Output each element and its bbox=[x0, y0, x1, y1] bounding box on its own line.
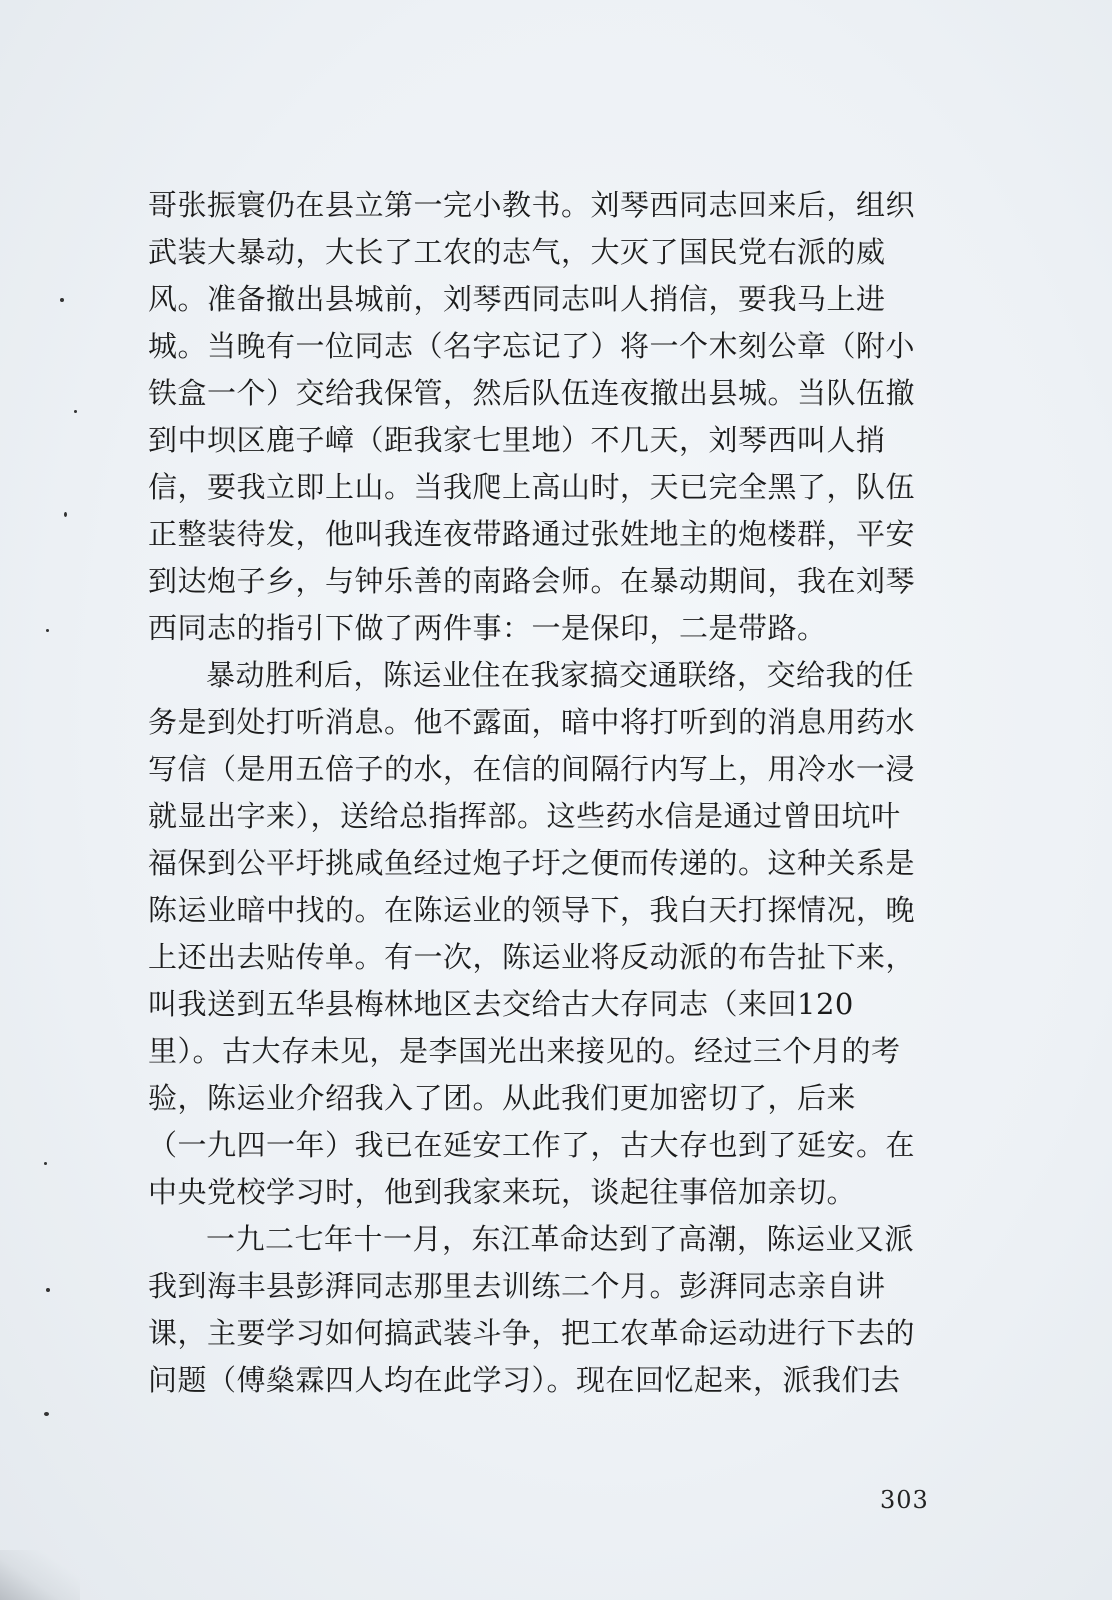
paragraph-start-line: 一九二七年十一月，东江革命达到了高潮，陈运业又派 bbox=[206, 1222, 915, 1256]
paragraph-start-line: 暴动胜利后，陈运业住在我家搞交通联络，交给我的任 bbox=[206, 658, 915, 692]
scan-speck bbox=[46, 1288, 50, 1292]
text-line: 铁盒一个）交给我保管，然后队伍连夜撤出县城。当队伍撤 bbox=[148, 376, 916, 410]
text-line: 问题（傅燊霖四人均在此学习）。现在回忆起来，派我们去 bbox=[148, 1363, 901, 1397]
text-line: 到达炮子乡，与钟乐善的南路会师。在暴动期间，我在刘琴 bbox=[148, 564, 916, 598]
text-line: 中央党校学习时，他到我家来玩，谈起往事倍加亲切。 bbox=[148, 1175, 857, 1209]
text-line: 务是到处打听消息。他不露面，暗中将打听到的消息用药水 bbox=[148, 705, 916, 739]
scan-speck bbox=[44, 1162, 47, 1165]
text-line: 到中坝区鹿子嶂（距我家七里地）不几天，刘琴西叫人捎 bbox=[148, 423, 886, 457]
text-line: 就显出字来），送给总指挥部。这些药水信是通过曾田坑叶 bbox=[148, 799, 901, 833]
body-text bbox=[148, 182, 1006, 1404]
scan-corner-shadow bbox=[0, 1550, 80, 1600]
text-line: 课，主要学习如何搞武装斗争，把工农革命运动进行下去的 bbox=[148, 1316, 916, 1350]
scan-speck bbox=[60, 298, 64, 302]
scan-speck bbox=[44, 1412, 49, 1416]
text-line: 验，陈运业介绍我入了团。从此我们更加密切了，后来 bbox=[148, 1081, 857, 1115]
text-line: 哥张振寰仍在县立第一完小教书。刘琴西同志回来后，组织 bbox=[148, 188, 916, 222]
text-line: （一九四一年）我已在延安工作了，古大存也到了延安。在 bbox=[148, 1128, 916, 1162]
text-line: 我到海丰县彭湃同志那里去训练二个月。彭湃同志亲自讲 bbox=[148, 1269, 886, 1303]
scan-speck bbox=[46, 629, 49, 632]
scan-speck bbox=[64, 512, 67, 517]
text-line: 武装大暴动，大长了工农的志气，大灭了国民党右派的威 bbox=[148, 235, 886, 269]
text-line: 福保到公平圩挑咸鱼经过炮子圩之便而传递的。这种关系是 bbox=[148, 846, 916, 880]
text-line: 风。准备撤出县城前，刘琴西同志叫人捎信，要我马上进 bbox=[148, 282, 886, 316]
scan-speck bbox=[74, 410, 77, 413]
text-line: 写信（是用五倍子的水，在信的间隔行内写上，用冷水一浸 bbox=[148, 752, 916, 786]
text-line: 城。当晚有一位同志（名字忘记了）将一个木刻公章（附小 bbox=[148, 329, 916, 363]
text-line: 陈运业暗中找的。在陈运业的领导下，我白天打探情况，晚 bbox=[148, 893, 916, 927]
text-line: 正整装待发，他叫我连夜带路通过张姓地主的炮楼群，平安 bbox=[148, 517, 916, 551]
page-number: 303 bbox=[880, 1486, 929, 1514]
text-line: 西同志的指引下做了两件事：一是保印，二是带路。 bbox=[148, 611, 827, 645]
text-line: 叫我送到五华县梅林地区去交给古大存同志（来回120 bbox=[148, 987, 854, 1021]
text-line: 信，要我立即上山。当我爬上高山时，天已完全黑了，队伍 bbox=[148, 470, 916, 504]
text-line: 上还出去贴传单。有一次，陈运业将反动派的布告扯下来， bbox=[148, 940, 916, 974]
text-line: 里）。古大存未见，是李国光出来接见的。经过三个月的考 bbox=[148, 1034, 901, 1068]
